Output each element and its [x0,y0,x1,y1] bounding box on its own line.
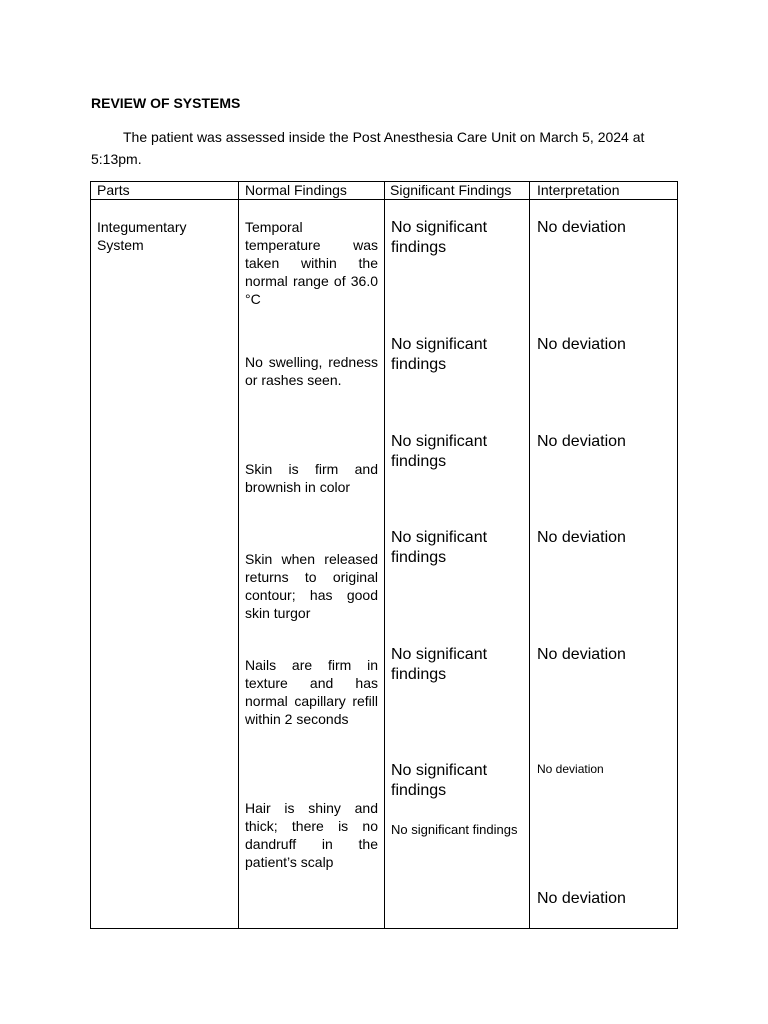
page-title: REVIEW OF SYSTEMS [91,95,241,111]
table-col-line [384,181,385,929]
significant-finding-extra: No significant findings [391,822,518,837]
interpretation-extra: No deviation [537,890,626,907]
significant-finding-5: No significant findings [391,646,488,683]
header-significant-findings: Significant Findings [390,182,512,198]
interpretation-1: No deviation [537,219,626,236]
system-name: Integumentary System [97,219,187,253]
interpretation-4: No deviation [537,529,626,546]
normal-finding-1: Temporal temperature was taken within the normal range of 36.0 °C [245,219,378,307]
table-col-line [677,181,678,929]
significant-finding-3: No significant findings [391,433,488,470]
significant-finding-1: No significant findings [391,219,488,256]
normal-finding-5: Nails are firm in texture and has normal capillary refill within 2 seconds [245,657,378,727]
header-interpretation: Interpretation [537,182,620,198]
header-normal-findings: Normal Findings [245,182,347,198]
table-col-line [90,181,91,929]
interpretation-5: No deviation [537,646,626,663]
normal-finding-3: Skin is firm and brownish in color [245,461,378,495]
table-col-line [238,181,239,929]
significant-finding-4: No significant findings [391,529,488,566]
header-parts: Parts [97,182,130,198]
normal-finding-2: No swelling, redness or rashes seen. [245,354,378,388]
interpretation-6: No deviation [537,762,604,776]
interpretation-2: No deviation [537,336,626,353]
normal-finding-4: Skin when released returns to original contour; has good skin turgor [245,551,378,621]
interpretation-3: No deviation [537,433,626,450]
intro-paragraph: The patient was assessed inside the Post Anesthesia Care Unit on March 5, 2024 at 5:13pm. [91,129,645,167]
significant-finding-2: No significant findings [391,336,488,373]
table-col-line [529,181,530,929]
normal-finding-6: Hair is shiny and thick; there is no dandruff in the patient’s scalp [245,800,378,870]
significant-finding-6: No significant findings [391,762,488,799]
